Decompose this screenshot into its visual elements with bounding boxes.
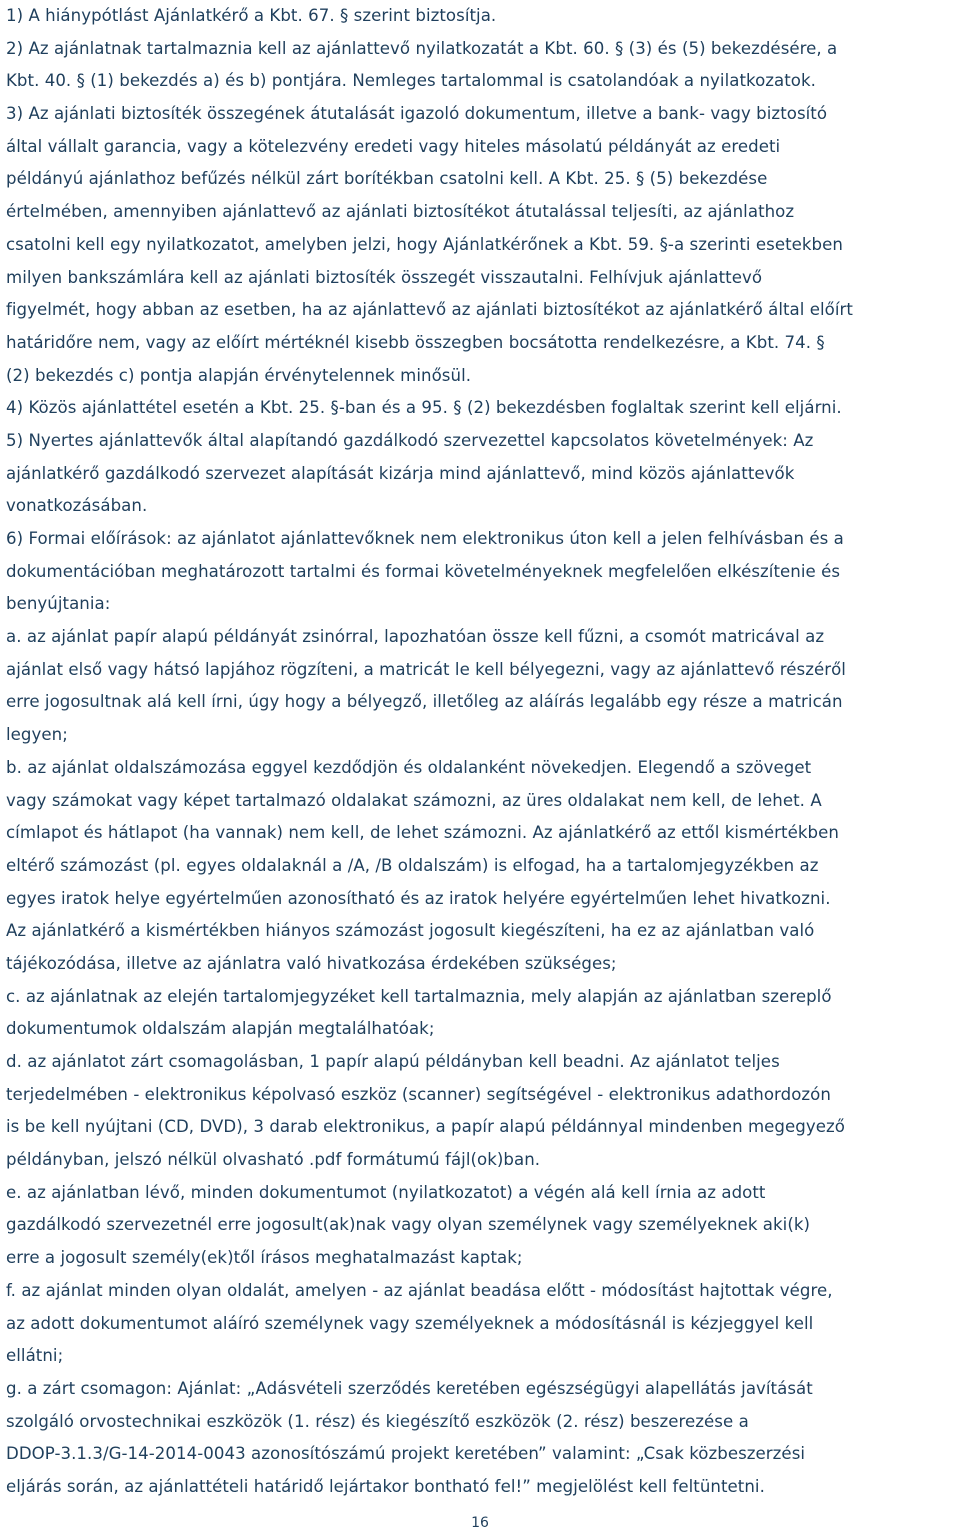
text-line: d. az ajánlatot zárt csomagolásban, 1 papír alapú példányban kell beadni. Az ajánlatot teljes [6, 1052, 780, 1071]
text-line: e. az ajánlatban lévő, minden dokumentumot (nyilatkozatot) a végén alá kell írnia az adott [6, 1182, 766, 1202]
document-body [6, 0, 958, 1504]
text-line: 6) Formai előírások: az ajánlatot ajánlattevőknek nem elektronikus úton kell a jelen felhívásban és a [6, 529, 844, 548]
text-line: példányban, jelszó nélkül olvasható .pdf formátumú fájl(ok)ban. [6, 1150, 541, 1170]
text-line: 3) Az ajánlati biztosíték összegének átutalását igazoló dokumentum, illetve a bank- vagy biztosító [6, 104, 828, 124]
text-line: az adott dokumentumot aláíró személynek vagy személyeknek a módosításnál is kézjeggyel kell [6, 1313, 814, 1333]
text-line: benyújtania: [6, 594, 111, 614]
text-line: csatolni kell egy nyilatkozatot, amelyben jelzi, hogy Ajánlatkérőnek a Kbt. 59. §-a szerinti esetekben [6, 234, 843, 254]
text-line: a. az ajánlat papír alapú példányát zsinórral, lapozhatóan össze kell fűzni, a csomót matricával az [6, 627, 825, 647]
text-line: címlapot és hátlapot (ha vannak) nem kell, de lehet számozni. Az ajánlatkérő az ettől kismértékben [6, 823, 839, 843]
text-line: terjedelmében - elektronikus képolvasó eszköz (scanner) segítségével - elektronikus adathordozón [6, 1084, 831, 1104]
text-line: f. az ajánlat minden olyan oldalát, amelyen - az ajánlat beadása előtt - módosítást hajtottak végre, [6, 1280, 833, 1300]
text-line: figyelmét, hogy abban az esetben, ha az ajánlattevő az ajánlati biztosítékot az ajánlatkérő által előírt [6, 300, 853, 320]
text-line: tájékozódása, illetve az ajánlatra való hivatkozása érdekében szükséges; [6, 953, 617, 973]
text-line: milyen bankszámlára kell az ajánlati biztosíték összegét visszautalni. Felhívjuk ajánlattevő [6, 267, 763, 287]
text-line: Az ajánlatkérő a kismértékben hiányos számozást jogosult kiegészíteni, ha ez az ajánlatban való [6, 921, 815, 941]
text-line: dokumentációban meghatározott tartalmi és formai követelményeknek megfelelően elkészítenie és [6, 561, 841, 581]
text-line: egyes iratok helye egyértelműen azonosítható és az iratok helyére egyértelműen lehet hivatkozni. [6, 888, 831, 908]
text-line: példányú ajánlathoz befűzés nélkül zárt borítékban csatolni kell. A Kbt. 25. § (5) bekezdése [6, 169, 768, 189]
text-line: szolgáló orvostechnikai eszközök (1. rész) és kiegészítő eszközök (2. rész) beszerezése a [6, 1411, 749, 1431]
text-line: c. az ajánlatnak az elején tartalomjegyzéket kell tartalmaznia, mely alapján az ajánlatban szereplő [6, 986, 832, 1006]
text-line: 2) Az ajánlatnak tartalmaznia kell az ajánlattevő nyilatkozatát a Kbt. 60. § (3) és (5) bekezdésére, a [6, 38, 838, 58]
text-line: (2) bekezdés c) pontja alapján érvénytelennek minősül. [6, 365, 472, 385]
text-line: Kbt. 40. § (1) bekezdés a) és b) pontjára. Nemleges tartalommal is csatolandóak a nyilatkozatok. [6, 71, 816, 91]
text-line: dokumentumok oldalszám alapján megtalálhatóak; [6, 1019, 435, 1039]
text-line: által vállalt garancia, vagy a kötelezvény eredeti vagy hiteles másolatú példányát az eredeti [6, 136, 781, 156]
text-line: 5) Nyertes ajánlattevők által alapítandó gazdálkodó szervezettel kapcsolatos követelmények: Az [6, 430, 814, 450]
text-line: 1) A hiánypótlást Ajánlatkérő a Kbt. 67. § szerint biztosítja. [6, 6, 497, 25]
text-line: eljárás során, az ajánlattételi határidő lejártakor bontható fel!” megjelölést kell feltüntetni. [6, 1476, 765, 1496]
text-line: értelmében, amennyiben ajánlattevő az ajánlati biztosítékot átutalással teljesíti, az ajánlathoz [6, 202, 795, 222]
text-line: határidőre nem, vagy az előírt mértéknél kisebb összegben bocsátotta rendelkezésre, a Kbt. 74. § [6, 332, 825, 352]
text-line: ajánlat első vagy hátsó lapjához rögzíteni, a matricát le kell bélyegezni, vagy az ajánlattevő részéről [6, 659, 846, 679]
text-line: ajánlatkérő gazdálkodó szervezet alapítását kizárja mind ajánlattevő, mind közös ajánlattevők [6, 463, 795, 483]
text-line: vonatkozásában. [6, 496, 148, 516]
text-line: vagy számokat vagy képet tartalmazó oldalakat számozni, az üres oldalakat nem kell, de lehet. A [6, 790, 822, 810]
text-line: legyen; [6, 725, 68, 745]
text-line: b. az ajánlat oldalszámozása eggyel kezdődjön és oldalanként növekedjen. Elegendő a szöveget [6, 757, 812, 777]
text-line: gazdálkodó szervezetnél erre jogosult(ak)nak vagy olyan személynek vagy személyeknek aki(k) [6, 1215, 811, 1235]
text-line: erre a jogosult személy(ek)től írásos meghatalmazást kaptak; [6, 1248, 523, 1268]
text-line: DDOP-3.1.3/G-14-2014-0043 azonosítószámú projekt keretében” valamint: „Csak közbeszerzési [6, 1444, 806, 1464]
text-line: eltérő számozást (pl. egyes oldalaknál a /A, /B oldalszám) is elfogad, ha a tartalomjegyzékben az [6, 855, 819, 875]
text-line: is be kell nyújtani (CD, DVD), 3 darab elektronikus, a papír alapú példánnyal mindenben megegyező [6, 1117, 845, 1137]
text-line: 4) Közös ajánlattétel esetén a Kbt. 25. §-ban és a 95. § (2) bekezdésben foglaltak szerint kell eljárni. [6, 398, 842, 418]
page-number: 16 [471, 1515, 489, 1531]
text-line: g. a zárt csomagon: Ajánlat: „Adásvételi szerződés keretében egészségügyi alapellátás javítását [6, 1378, 813, 1398]
text-line: ellátni; [6, 1346, 64, 1366]
text-line: erre jogosultnak alá kell írni, úgy hogy a bélyegző, illetőleg az aláírás legalább egy része a matricán [6, 692, 843, 712]
